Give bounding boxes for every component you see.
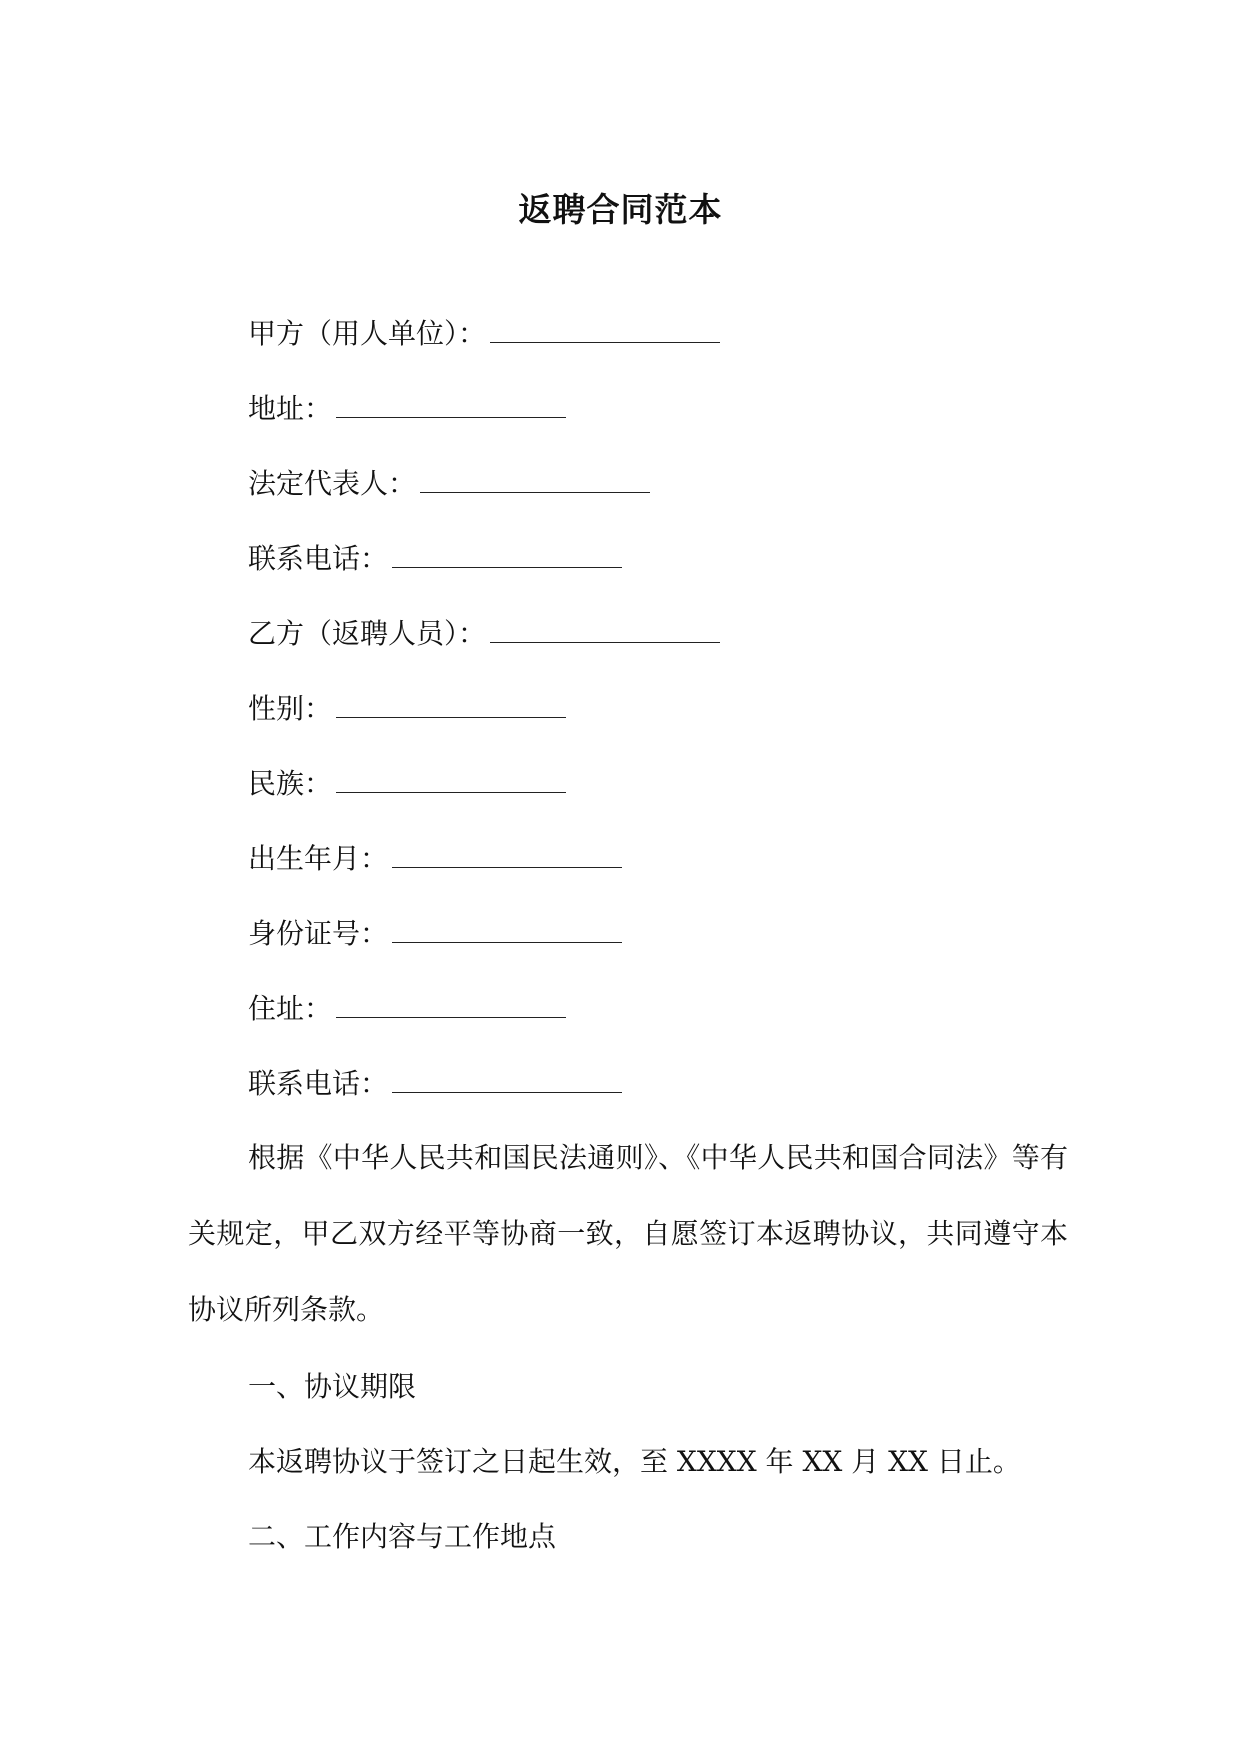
field-residence (248, 987, 566, 1029)
field-gender (248, 687, 566, 729)
field-phone-b (248, 1062, 622, 1104)
fill-in-blank[interactable] (392, 912, 622, 943)
field-label: 乙方（返聘人员）： (248, 617, 487, 650)
fill-in-blank[interactable] (490, 612, 720, 643)
field-label: 甲方（用人单位）： (248, 317, 487, 350)
field-label: 法定代表人： (248, 467, 417, 500)
fill-in-blank[interactable] (392, 837, 622, 868)
field-label: 联系电话： (248, 1067, 389, 1100)
field-label: 联系电话： (248, 542, 389, 575)
field-party-b (248, 612, 720, 654)
fill-in-blank[interactable] (392, 1062, 622, 1093)
section-1-text: 本返聘协议于签订之日起生效，至 XXXX 年 XX 月 XX 日止。 (248, 1445, 1021, 1478)
fill-in-blank[interactable] (336, 762, 566, 793)
fill-in-blank[interactable] (490, 312, 720, 343)
section-2-heading: 二、工作内容与工作地点 (248, 1520, 557, 1553)
field-party-a (248, 312, 720, 354)
field-label: 性别： (248, 692, 333, 725)
field-ethnicity (248, 762, 566, 804)
field-phone-a (248, 537, 622, 579)
fill-in-blank[interactable] (336, 687, 566, 718)
field-label: 民族： (248, 767, 333, 800)
section-1-heading: 一、协议期限 (248, 1370, 417, 1403)
field-legal-representative (248, 462, 650, 504)
field-label: 地址： (248, 392, 333, 425)
field-id-number (248, 912, 622, 954)
fill-in-blank[interactable] (336, 387, 566, 418)
intro-paragraph: 根据《中华人民共和国民法通则》、《中华人民共和国合同法》等有关规定，甲乙双方经平等协商一致，自愿签订本返聘协议，共同遵守本协议所列条款。 (188, 1141, 1068, 1326)
fill-in-blank[interactable] (336, 987, 566, 1018)
fill-in-blank[interactable] (392, 537, 622, 568)
field-label: 出生年月： (248, 842, 389, 875)
field-birth-date (248, 837, 622, 879)
document-title: 返聘合同范本 (518, 190, 723, 229)
field-address (248, 387, 566, 429)
field-label: 身份证号： (248, 917, 389, 950)
field-label: 住址： (248, 992, 333, 1025)
fill-in-blank[interactable] (420, 462, 650, 493)
